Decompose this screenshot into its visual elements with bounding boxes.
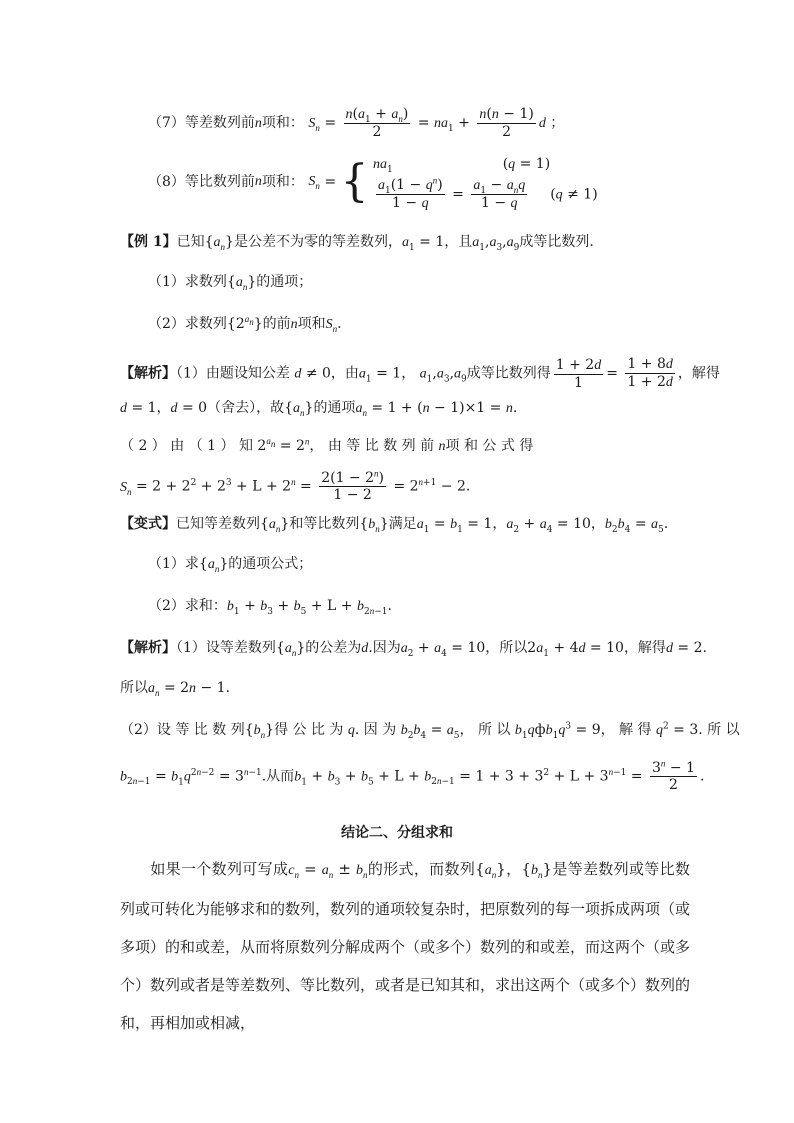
variant-solution-2: （2）设 等 比 数 列$\{b_n\}$得 公 比 为 q. 因 为 $b_2b_4 = a_5$， 所 以 $b_1qфb_1q^3 = 9$， 解 得 $q^2 = 3$. 所 以 bbox=[120, 721, 740, 741]
example1-sol1-g: （舍去），故 bbox=[207, 400, 285, 416]
variant-question-1: （1）求$\{a_n\}$的通项公式； bbox=[148, 556, 313, 574]
variant-q1-tail: 的通项公式； bbox=[228, 556, 313, 572]
variant-solution-1: 【解析】（1）设等差数列$\{a_n\}$的公差为d.因为$a_2 + a_4 = 10$，所以$2a_1 + 4d = 10$，解得d = 2. bbox=[120, 640, 707, 659]
section-para-d: 是等差数列或等比数列或可转化为能够求和的数列，数列的通项较复杂时，把原数列的每一项拆成两项（或多项）的和或差，从而将原数列分解成两个（或多个）数列的和或差，而这两个（或多个）数列或者是等差数列、等比数列，或者是已知其和，求出这两个（或多个）数列的和，再相加或相减， bbox=[120, 860, 691, 1032]
example1-sol2-b: ， 由 等 比 数 列 前 bbox=[309, 438, 435, 454]
example1-sol1-a: （1）由题设知公差 bbox=[176, 365, 290, 382]
example1-sol1-e: ，解得 bbox=[677, 365, 720, 382]
example1-text-b: 是公差不为零的等差数列， bbox=[233, 234, 402, 250]
variant-sol1-f: 所以 bbox=[120, 680, 148, 696]
example1-sol1-h: 的通项 bbox=[313, 400, 356, 416]
section-title: 结论二、分组求和 bbox=[341, 825, 453, 841]
example1-sol1-d: 成等比数列得 bbox=[466, 365, 551, 382]
variant-sol2-c: . 因 为 bbox=[354, 722, 397, 738]
variant-sol2-f: . 所 以 bbox=[698, 722, 740, 738]
variant-sol2-a: （2）设 等 比 数 列 bbox=[120, 722, 245, 738]
variant-text-c: 满足 bbox=[388, 516, 417, 532]
section-paragraph: 如果一个数列可写成$c_n = a_n \pm b_n$的形式，而数列$\{a_n\}$，$\{b_n\}$是等差数列或等比数列或可转化为能够求和的数列，数列的通项较复杂时，把原数列的每一项拆成两项（或多项）的和或差，从而将原数列分解成两个（或多个）数列的和或差，而这两个（或多个）数列或者是等差数列、等比数列，或者是已知其和，求出这两个（或多个）数列的和，再相加或相减， bbox=[120, 860, 691, 1032]
variant-statement: 【变式】已知等差数列$\{a_n\}$和等比数列$\{b_n\}$满足$a_1 = b_1 = 1$，$a_2 + a_4 = 10$，$b_2b_4 = a_5$. bbox=[120, 516, 669, 535]
variant-sol1-b: 的公差为 bbox=[305, 640, 362, 656]
variant-question-2: （2）求和：$b_1 + b_3 + b_5 + L + b_{2n-1}$. bbox=[148, 598, 392, 617]
variant-solution-1-cont: 所以$a_n = 2n - 1$. bbox=[120, 680, 231, 698]
variant-sol2-g: .从而 bbox=[261, 768, 295, 785]
section-para-c: ， bbox=[505, 860, 522, 878]
example1-q2: （2）求数列 bbox=[148, 316, 227, 332]
variant-sol1-c: .因为 bbox=[368, 640, 401, 656]
example1-tag: 【例 1】 bbox=[120, 234, 177, 250]
variant-q2: （2）求和： bbox=[148, 598, 227, 614]
example1-solution-1-cont: d = 1，d = 0（舍去），故$\{a_n\}$的通项$a_n = 1 + (n - 1)\times 1 = n$. bbox=[120, 400, 518, 418]
item7-label: （7）等差数列前 bbox=[148, 115, 255, 131]
variant-text-a: 已知等差数列 bbox=[176, 516, 260, 532]
example1-q1: （1）求数列 bbox=[148, 274, 227, 290]
example1-sol1-f: ， bbox=[156, 400, 171, 416]
example1-statement: 【例 1】已知$\{a_n\}$是公差不为零的等差数列，$a_1 = 1$，且$a_1,a_3,a_9$成等比数列. bbox=[120, 234, 594, 253]
example1-sol2-c: 项 和 公 式 得 bbox=[445, 438, 534, 454]
example1-sol2-a: （ 2 ） 由 （ 1 ） 知 bbox=[120, 438, 253, 454]
variant-solution-tag: 【解析】 bbox=[120, 640, 176, 656]
item8-label: （8）等比数列前 bbox=[148, 174, 255, 190]
example1-text-a: 已知 bbox=[176, 234, 205, 250]
variant-sol1-a: （1）设等差数列 bbox=[176, 640, 276, 656]
section-para-b: 的形式，而数列 bbox=[367, 860, 476, 878]
variant-text-b: 和等比数列 bbox=[289, 516, 360, 532]
formula-item-7: （7）等差数列前n项和： $S_n$ = $\frac{n(a_1 + a_n)}{2}$ = $na_1$ + $\frac{n(n - 1)}{2}$ d ； bbox=[148, 106, 565, 140]
example1-solution-2-cont: $S_n = 2 + 2^2 + 2^3 + L + 2^n$ = $\frac{2(1 - 2^n)}{1 - 2}$ = $2^{n+1} - 2$. bbox=[120, 468, 471, 503]
example1-text-c: ，且 bbox=[444, 234, 473, 250]
example1-solution-tag: 【解析】 bbox=[120, 365, 176, 382]
example1-q1-tail: 的通项； bbox=[256, 274, 313, 290]
example1-question-2: （2）求数列$\{2^{a_n}\}$的前n项和$S_n$. bbox=[148, 314, 342, 334]
example1-solution-2: （ 2 ） 由 （ 1 ） 知 $2^{a_n} = 2^n$， 由 等 比 数 列 前 n项 和 公 式 得 bbox=[120, 436, 534, 454]
variant-sol1-d: ，所以 bbox=[485, 640, 528, 656]
example1-q2-tail: 项和 bbox=[297, 316, 326, 332]
variant-sol1-e: ，解得 bbox=[623, 640, 666, 656]
variant-sol2-b: 得 公 比 为 bbox=[274, 722, 344, 738]
example1-text-d: 成等比数列. bbox=[519, 234, 594, 250]
example1-question-1: （1）求数列$\{a_n\}$的通项； bbox=[148, 274, 313, 292]
item8-tail: 项和： bbox=[261, 174, 304, 190]
example1-solution-1: 【解析】（1）由题设知公差 d ≠ 0，由$a_1 = 1$， $a_1,a_3,a_9$成等比数列得 $\frac{1 + 2d}{1}$ = $\frac{1 + 8d}{1 + 2d}$ ，解得 bbox=[120, 356, 720, 391]
item7-tail: 项和： bbox=[261, 115, 304, 131]
variant-q1: （1）求 bbox=[148, 556, 199, 572]
variant-solution-2-cont: $b_{2n-1} = b_1q^{2n-2} = 3^{n-1}$.从而$b_1 + b_3 + b_5 + L + b_{2n-1} = 1 + 3 + 3^2 + L + 3^{n-1}$ = $\frac{3^n - 1}{2}$ . bbox=[120, 758, 705, 793]
formula-item-8: （8）等比数列前n项和： $S_n$ = { $na_1$ (q = 1) $\frac{a_1(1 - q^n)}{1 - q}$ = $\frac{a_1 - a_nq}{1 - q}$ (q ≠ 1) bbox=[148, 156, 598, 211]
example1-sol1-b: ，由 bbox=[330, 365, 359, 382]
example1-q2-mid: 的前 bbox=[262, 316, 291, 332]
example1-sol1-c: ， bbox=[401, 365, 416, 382]
variant-sol2-d: ， 所 以 bbox=[459, 722, 511, 738]
variant-sol2-e: ， 解 得 bbox=[600, 722, 652, 738]
variant-tag: 【变式】 bbox=[120, 516, 176, 532]
section-para-a: 如果一个数列可写成 bbox=[150, 860, 289, 878]
